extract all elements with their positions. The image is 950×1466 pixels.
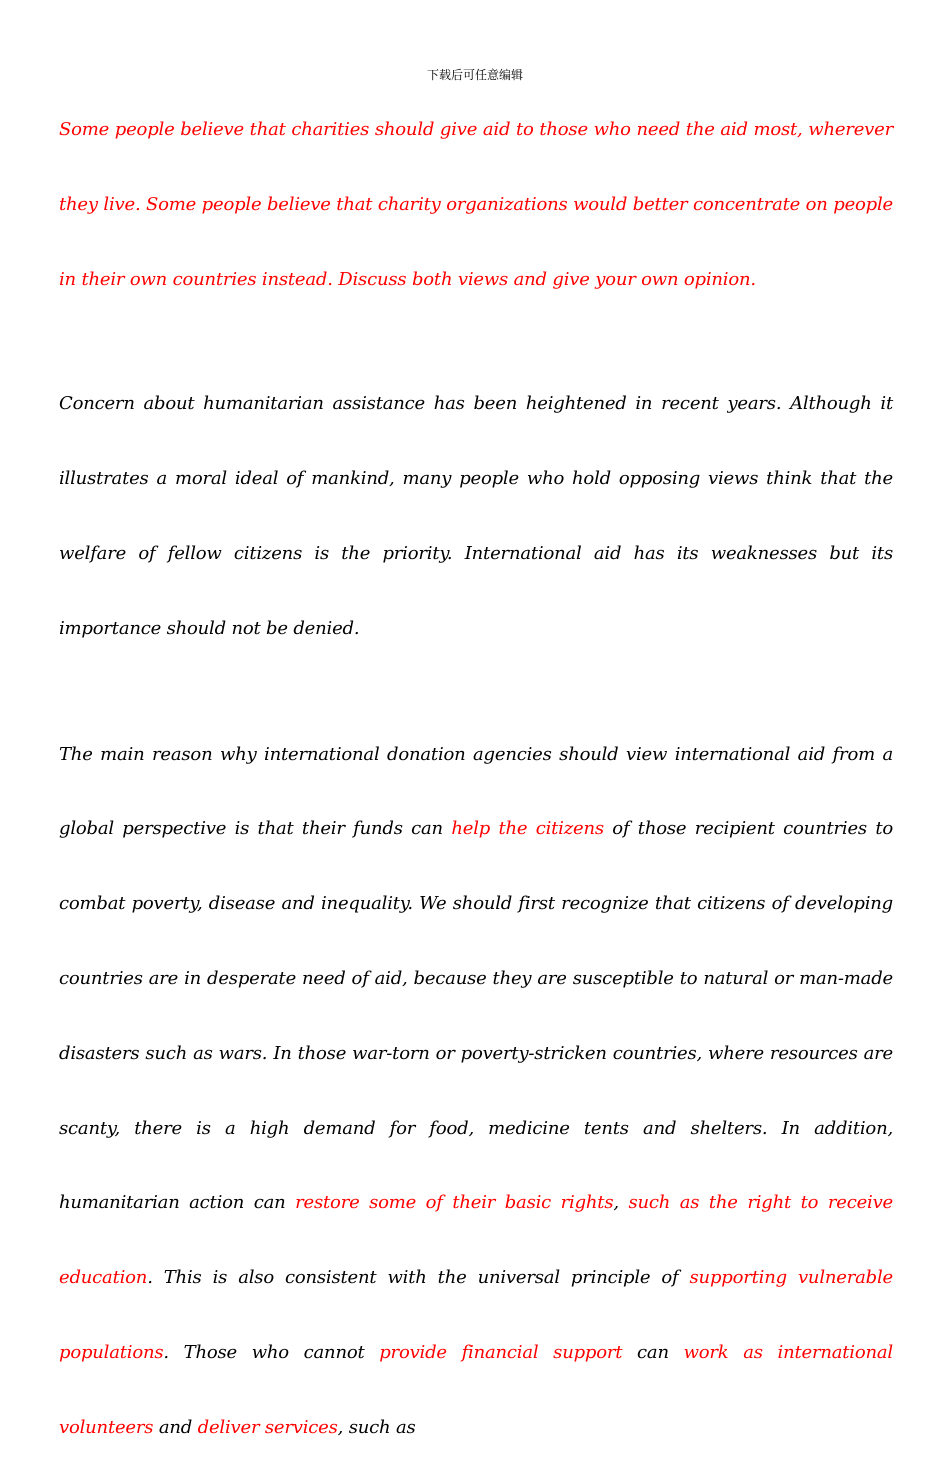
body-text: and <box>153 1416 198 1438</box>
body-text: . This is also consistent with the universal principle of <box>147 1267 690 1289</box>
page-header: 下载后可任意编辑 <box>426 68 523 82</box>
body-text: , such as <box>337 1416 416 1438</box>
body-text: . Those who cannot <box>163 1341 380 1363</box>
essay-prompt: Some people believe that charities should give aid to those who need the aid most, wherever they live. Some people believe that charity organizations would better concentrate on people in their own countries instead. Discuss both views and give your own opinion. <box>59 119 893 290</box>
highlighted-phrase: such as the right to receive education <box>59 1192 894 1289</box>
body-text: The main reason why international donation agencies should view international aid from a global perspective is that their funds can <box>59 743 893 840</box>
highlighted-phrase: provide financial support <box>379 1341 623 1363</box>
body-text: , <box>613 1192 629 1214</box>
highlighted-phrase: help the citizens <box>451 818 604 840</box>
paragraph-introduction: Concern about humanitarian assistance has been heightened in recent years. Although it illustrates a moral ideal of mankind, many people who hold opposing views think that the welfare of fellow citizens is the priority. International aid has its weaknesses but its importance should not be denied. <box>59 393 893 639</box>
document-body <box>59 93 893 1466</box>
paragraph-body <box>59 718 893 1466</box>
body-text: can <box>622 1341 684 1363</box>
body-text: of those recipient countries to combat poverty, disease and inequality. We should first recognize that citizens of developing countries are in desperate need of aid, because they are susceptible to natural or man-made disasters such as wars. In those war-torn or poverty-stricken countries, where resources are scanty, there is a high demand for food, medicine tents and shelters. In addition, humanitarian action can <box>59 818 894 1214</box>
highlighted-phrase: work as international volunteers <box>59 1341 893 1438</box>
highlighted-phrase: supporting vulnerable populations <box>59 1267 893 1363</box>
highlighted-phrase: deliver services <box>197 1416 338 1438</box>
highlighted-phrase: restore some of their basic rights <box>295 1192 614 1214</box>
